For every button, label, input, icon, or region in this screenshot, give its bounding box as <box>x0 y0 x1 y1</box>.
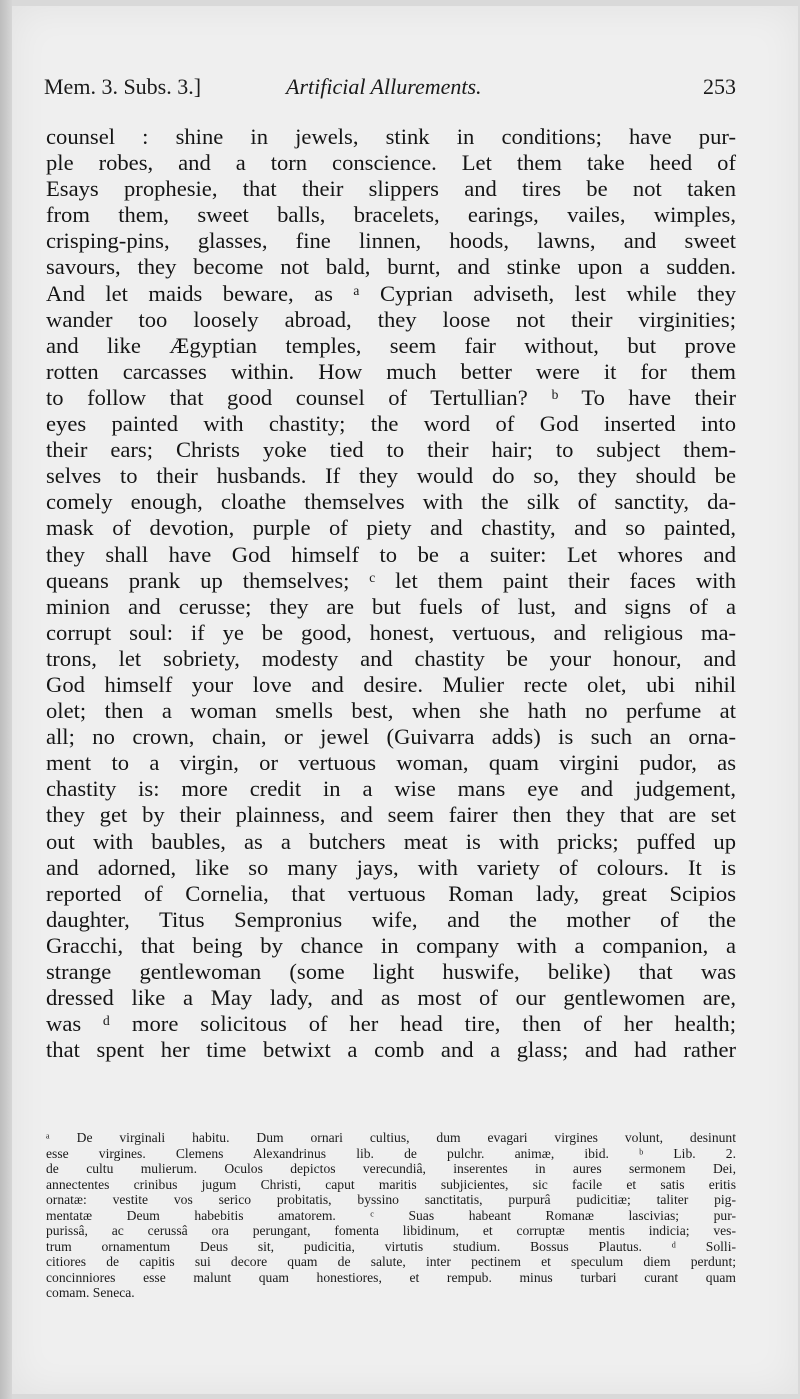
text-line: ment to a virgin, or vertuous woman, quam virgini pudor, as <box>46 750 736 776</box>
text-line: comely enough, cloathe themselves with the silk of sanctity, da- <box>46 489 736 515</box>
running-header <box>44 74 736 104</box>
text-line: mask of devotion, purple of piety and chastity, and so painted, <box>46 515 736 541</box>
text-line: all; no crown, chain, or jewel (Guivarra adds) is such an orna- <box>46 724 736 750</box>
text-line: trons, let sobriety, modesty and chastity be your honour, and <box>46 645 736 671</box>
text-line: that spent her time betwixt a comb and a glass; and had rather <box>46 1037 736 1063</box>
footnote-line: esse virgines. Clemens Alexandrinus lib. de pulchr. animæ, ibid. ᵇ Lib. 2. <box>46 1145 736 1161</box>
text-line: they shall have God himself to be a suiter: Let whores and <box>46 541 736 567</box>
footnote-line: ᵃ De virginali habitu. Dum ornari cultius, dum evagari virgines volunt, desinunt <box>46 1130 736 1145</box>
main-text <box>46 124 736 1063</box>
text-line: corrupt soul: if ye be good, honest, vertuous, and religious ma- <box>46 619 736 645</box>
header-title: Artificial Allurements. <box>286 74 482 99</box>
footnote-line: annectentes crinibus jugum Christi, caput maritis subjicientes, sic facile et satis eritis <box>46 1176 736 1192</box>
footnote-line: de cultu mulierum. Oculos depictos verecundiâ, inserentes in aures sermonem Dei, <box>46 1161 736 1176</box>
text-line: and like Ægyptian temples, seem fair without, but prove <box>46 332 736 358</box>
page-number: 253 <box>703 74 736 99</box>
scan-left-edge <box>0 0 12 1399</box>
text-line: crisping-pins, glasses, fine linnen, hoods, lawns, and sweet <box>46 228 736 254</box>
footnotes <box>46 1130 736 1301</box>
text-line: Gracchi, that being by chance in company with a companion, a <box>46 932 736 958</box>
text-line: chastity is: more credit in a wise mans eye and judgement, <box>46 776 736 802</box>
footnote-divider <box>46 1096 736 1097</box>
text-line: their ears; Christs yoke tied to their hair; to subject them- <box>46 437 736 463</box>
text-line: rotten carcasses within. How much better were it for them <box>46 358 736 384</box>
text-line: reported of Cornelia, that vertuous Roman lady, great Scipios <box>46 880 736 906</box>
text-line: out with baubles, as a butchers meat is with pricks; puffed up <box>46 828 736 854</box>
text-line: savours, they become not bald, burnt, and stinke upon a sudden. <box>46 254 736 280</box>
text-line: wander too loosely abroad, they loose not their virginities; <box>46 306 736 332</box>
header-section-ref: Mem. 3. Subs. 3.] <box>44 74 202 99</box>
text-line: ple robes, and a torn conscience. Let them take heed of <box>46 150 736 176</box>
footnote-line: ornatæ: vestite vos serico probitatis, byssino sanctitatis, purpurâ pudicitiæ; taliter pig- <box>46 1192 736 1207</box>
footnote-line: comam. Seneca. <box>46 1285 135 1300</box>
text-line: was ᵈ more solicitous of her head tire, then of her health; <box>46 1011 736 1037</box>
text-line: counsel : shine in jewels, stink in conditions; have pur- <box>46 124 736 149</box>
text-line: and adorned, like so many jays, with variety of colours. It is <box>46 854 736 880</box>
text-line: they get by their plainness, and seem fairer then they that are set <box>46 802 736 828</box>
footnote-line: trum ornamentum Deus sit, pudicitia, virtutis studium. Bossus Plautus. ᵈ Solli- <box>46 1238 736 1254</box>
text-line: selves to their husbands. If they would do so, they should be <box>46 463 736 489</box>
footnote-line: concinniores esse malunt quam honestiores, et rempub. minus turbari curant quam <box>46 1269 736 1285</box>
text-line: olet; then a woman smells best, when she hath no perfume at <box>46 698 736 724</box>
text-line: eyes painted with chastity; the word of God inserted into <box>46 411 736 437</box>
text-line: from them, sweet balls, bracelets, earings, vailes, wimples, <box>46 202 736 228</box>
text-line: minion and cerusse; they are but fuels of lust, and signs of a <box>46 593 736 619</box>
text-line: to follow that good counsel of Tertullian? ᵇ To have their <box>46 384 736 410</box>
text-line: daughter, Titus Sempronius wife, and the mother of the <box>46 906 736 932</box>
text-line: God himself your love and desire. Mulier recte olet, ubi nihil <box>46 671 736 697</box>
text-line: Esays prophesie, that their slippers and tires be not taken <box>46 176 736 202</box>
text-line: dressed like a May lady, and as most of our gentlewomen are, <box>46 985 736 1011</box>
footnote-line: citiores de capitis sui decore quam de salute, inter pectinem et speculum diem perdunt; <box>46 1254 736 1269</box>
footnote-line: mentatæ Deum habebitis amatorem. ᶜ Suas habeant Romanæ lascivias; pur- <box>46 1207 736 1223</box>
footnote-line: purissâ, ac cerussâ ora perungant, fomenta libidinum, et corruptæ mentis indicia; ves- <box>46 1223 736 1238</box>
text-line: And let maids beware, as ᵃ Cyprian adviseth, lest while they <box>46 280 736 306</box>
text-line: strange gentlewoman (some light huswife, belike) that was <box>46 959 736 984</box>
text-line: queans prank up themselves; ᶜ let them paint their faces with <box>46 567 736 593</box>
